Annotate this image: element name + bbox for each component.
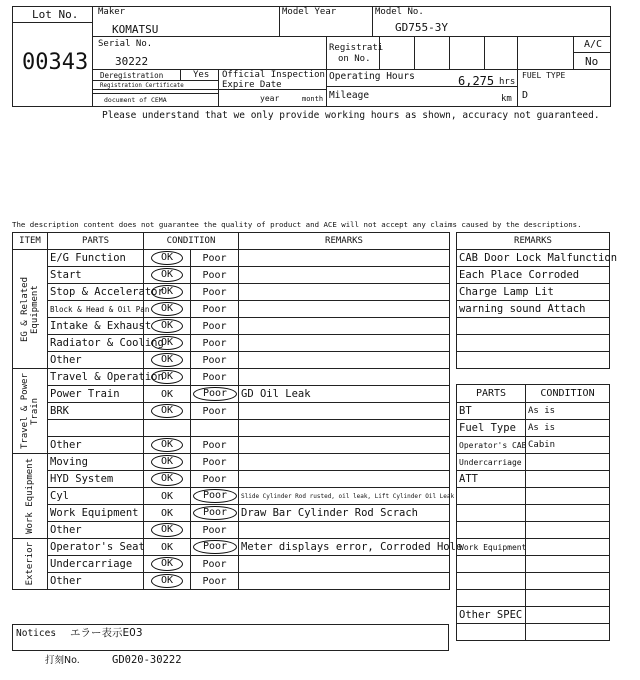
hours-note: Please understand that we only provide working hours as shown, accuracy not guaranteed. [102,110,600,121]
deregistration-divider [218,69,219,107]
condition-ok: OK [151,370,183,384]
dereg-underline-1 [92,80,219,81]
condition-poor-cell[interactable] [191,284,239,301]
remark [239,522,450,539]
fuel-type-label: FUEL TYPE [522,71,566,80]
condition-ok: OK [151,319,183,333]
ac-divider [573,36,574,70]
col-condition-header: CONDITION [144,233,239,250]
table-row [13,386,450,403]
item-group-label [13,250,48,369]
condition-poor: Poor [202,440,227,451]
parts-row-condition [526,471,610,488]
remarks-line-text: warning sound Attach [457,301,610,318]
item-group-label [13,369,48,454]
condition-poor-cell[interactable] [191,318,239,335]
condition-ok-cell[interactable] [144,573,191,590]
table-row [13,335,450,352]
table-row [13,573,450,590]
reg-cell-div-4 [484,36,485,70]
item-group-text: Travel & Power Train [20,373,40,449]
disclaimer: The description content does not guarantee the quality of product and ACE will not accept any claims caused by the descriptions. [12,220,582,229]
model-no-label: Model No. [375,7,424,17]
table-row [13,454,450,471]
condition-ok-cell[interactable] [144,284,191,301]
condition-poor-cell[interactable] [191,301,239,318]
table-row [13,488,450,505]
part-name: Other [48,437,144,454]
remark [239,437,450,454]
remarks-line [457,267,610,284]
condition-poor: Poor [202,253,227,264]
remarks-line [457,335,610,352]
condition-ok: OK [151,251,183,265]
condition-ok: OK [151,285,183,299]
registration-divider [326,36,327,107]
table-row [13,505,450,522]
condition-poor: Poor [202,559,227,570]
remark [239,573,450,590]
model-no-value: GD755-3Y [395,21,448,34]
model-year-divider [279,6,280,37]
serial-no-label: Serial No. [98,39,153,49]
parts-box-col-condition: CONDITION [526,385,610,403]
part-name: Moving [48,454,144,471]
parts-row-part [457,522,526,539]
condition-ok-cell[interactable] [144,437,191,454]
condition-poor: Poor [202,474,227,485]
remarks-line [457,318,610,335]
condition-poor: Poor [202,525,227,536]
col-item-header: ITEM [13,233,48,250]
part-name: Work Equipment [48,505,144,522]
deregistration-label: Deregistration [100,71,164,80]
remark [239,352,450,369]
dereg-underline-2 [92,93,219,94]
fuel-type-divider [517,69,518,107]
remarks-box-title: REMARKS [457,233,610,250]
table-row [13,301,450,318]
remark [239,403,450,420]
part-name: Block & Head & Oil Pan [48,301,144,318]
part-name: Start [48,267,144,284]
part-name [48,420,144,437]
remark: Slide Cylinder Rod rusted, oil leak, Lift Cylinder Oil Leak [239,488,450,505]
parts-row [457,624,610,641]
condition-poor: Poor [193,506,237,520]
item-group-text: Exterior [25,542,35,586]
condition-poor-cell[interactable] [191,420,239,437]
inspection-table [12,232,463,590]
condition-poor-cell[interactable] [191,335,239,352]
parts-row-part [457,590,526,607]
condition-ok: OK [151,557,183,571]
km-unit: km [501,94,512,104]
condition-ok: OK [151,302,183,316]
registration-certificate-label: Registration Certificate [100,83,184,89]
part-name: Other [48,522,144,539]
hrs-unit: hrs [499,77,516,87]
remarks-line-text [457,335,610,352]
remark [239,471,450,488]
condition-poor: Poor [202,321,227,332]
remark: Draw Bar Cylinder Rod Scrach [239,505,450,522]
condition-ok-cell[interactable] [144,267,191,284]
remarks-line [457,284,610,301]
parts-row [457,556,610,573]
condition-ok-cell[interactable] [144,522,191,539]
parts-row-condition [526,573,610,590]
parts-row-condition [526,488,610,505]
remark [239,420,450,437]
notices-value: エラー表示E03 [70,627,143,639]
condition-poor-cell[interactable] [191,505,239,522]
parts-row-part: Work Equipment [457,539,526,556]
parts-row [457,522,610,539]
condition-ok-cell[interactable] [144,301,191,318]
part-name: Power Train [48,386,144,403]
item-group-label [13,454,48,539]
table-row [13,369,450,386]
parts-row [457,505,610,522]
item-group-text: EG & Related Equipment [20,276,40,342]
part-name: BRK [48,403,144,420]
remark [239,267,450,284]
table-row [13,539,450,556]
remark [239,454,450,471]
condition-poor: Poor [202,304,227,315]
registration-no-label-1: Registrati [329,43,384,53]
table-row [13,420,450,437]
condition-ok: OK [151,455,183,469]
model-year-label: Model Year [282,7,337,17]
condition-poor-cell[interactable] [191,488,239,505]
parts-row [457,488,610,505]
operating-hours-value: 6,275 [458,74,495,88]
col-remarks-header: REMARKS [239,233,450,250]
table-row [13,250,450,267]
table-row [13,437,450,454]
parts-row-part: Undercarriage [457,454,526,471]
item-group-text: Work Equipment [25,458,35,534]
part-name: Other [48,352,144,369]
remark [239,284,450,301]
serial-no-value: 30222 [115,55,149,68]
table-row [13,556,450,573]
mileage-label: Mileage [329,90,370,101]
condition-poor-cell[interactable] [191,403,239,420]
condition-poor-cell[interactable] [191,471,239,488]
condition-poor: Poor [202,576,227,587]
condition-poor: Poor [202,270,227,281]
operating-hours-label: Operating Hours [329,71,415,82]
remarks-line-text [457,318,610,335]
condition-poor-cell[interactable] [191,250,239,267]
condition-ok-cell[interactable] [144,335,191,352]
condition-ok-cell[interactable] [144,352,191,369]
part-name: Operator's Seat [48,539,144,556]
notices-label: Notices [16,628,57,639]
condition-poor: Poor [202,457,227,468]
condition-poor-cell[interactable] [191,437,239,454]
part-name: HYD System [48,471,144,488]
remarks-box [456,232,618,369]
remark [239,250,450,267]
condition-ok-cell[interactable] [144,454,191,471]
condition-ok-cell[interactable] [144,539,191,556]
table-row [13,522,450,539]
part-name: Travel & Operation [48,369,144,386]
parts-row-condition [526,505,610,522]
reg-cell-div-3 [449,36,450,70]
table-row [13,284,450,301]
table-row [13,471,450,488]
remark: GD Oil Leak [239,386,450,403]
yes-divider [180,69,181,80]
parts-row [457,539,610,556]
remarks-line [457,250,610,267]
parts-row-condition [526,522,610,539]
part-name: Cyl [48,488,144,505]
remark [239,335,450,352]
remark [239,301,450,318]
parts-row-condition [526,556,610,573]
maker-value: KOMATSU [112,23,159,36]
parts-row-condition: As is [526,403,610,420]
condition-ok: OK [160,491,174,502]
condition-poor-cell[interactable] [191,522,239,539]
part-name: Undercarriage [48,556,144,573]
condition-poor-cell[interactable] [191,454,239,471]
condition-ok: OK [151,404,183,418]
parts-row-condition: Cabin [526,437,610,454]
condition-poor: Poor [202,338,227,349]
condition-poor: Poor [202,287,227,298]
registration-no-label-2: on No. [338,54,371,64]
condition-ok-cell[interactable] [144,369,191,386]
condition-poor-cell[interactable] [191,539,239,556]
reg-cell-div-1 [379,36,380,70]
ac-label: A/C [584,39,603,50]
ac-value: No [585,55,599,68]
remarks-line-text [457,352,610,369]
stamp-value: GD020-30222 [112,654,182,666]
condition-poor-cell[interactable] [191,369,239,386]
part-name: Other [48,573,144,590]
maker-label: Maker [98,7,126,17]
year-label: year [260,94,280,103]
model-no-divider [372,6,373,37]
condition-ok: OK [151,472,183,486]
lot-no-value: 00343 [22,50,89,75]
condition-poor: Poor [202,355,227,366]
parts-row [457,607,610,624]
month-label: month [302,95,324,103]
part-name: Radiator & Cooling [48,335,144,352]
condition-ok: OK [160,542,174,553]
remark [239,556,450,573]
col-parts-header: PARTS [48,233,144,250]
condition-ok: OK [151,336,183,350]
parts-row-part: Fuel Type [457,420,526,437]
parts-row-part [457,556,526,573]
parts-row-condition [526,454,610,471]
condition-ok: OK [151,268,183,282]
parts-condition-box [456,384,610,641]
condition-poor-cell[interactable] [191,573,239,590]
parts-row-condition [526,539,610,556]
header-row-line-2 [92,69,611,70]
header-row-line-1 [92,36,611,37]
remarks-line [457,301,610,318]
condition-poor: Poor [193,387,237,401]
condition-poor: Poor [202,406,227,417]
condition-ok-cell[interactable] [144,250,191,267]
condition-ok: OK [151,523,183,537]
condition-ok: OK [151,574,183,588]
condition-poor: Poor [193,540,237,554]
lot-label-underline [12,22,93,23]
condition-ok: OK [151,438,183,452]
condition-poor-cell[interactable] [191,556,239,573]
parts-row [457,437,610,454]
condition-ok-cell[interactable] [144,386,191,403]
parts-row [457,420,610,437]
parts-box-col-parts: PARTS [457,385,526,403]
condition-ok-cell[interactable] [144,556,191,573]
condition-poor: Poor [202,372,227,383]
stamp-label: 打刻No. [45,655,80,666]
ac-row-divider [573,52,611,53]
parts-row-part [457,505,526,522]
parts-row-part: BT [457,403,526,420]
part-name: Stop & Accelerator [48,284,144,301]
lot-no-label: Lot No. [32,8,79,21]
reg-cell-div-2 [414,36,415,70]
parts-row-part [457,624,526,641]
inspection-label-2: Expire Date [222,80,282,90]
parts-row-condition [526,590,610,607]
condition-ok-cell[interactable] [144,471,191,488]
parts-row-part [457,573,526,590]
parts-row-condition [526,624,610,641]
remarks-line-text: Each Place Corroded [457,267,610,284]
item-group-label [13,539,48,590]
condition-ok-cell[interactable] [144,420,191,437]
remarks-line-text: Charge Lamp Lit [457,284,610,301]
condition-ok: OK [160,508,174,519]
part-name: Intake & Exhaust [48,318,144,335]
parts-row-condition [526,607,610,624]
table-row [13,403,450,420]
table-row [13,267,450,284]
document-cema-label: document of CEMA [104,96,167,104]
table-row [13,318,450,335]
condition-ok-cell[interactable] [144,488,191,505]
fuel-type-value: D [522,90,529,101]
condition-poor: Poor [193,489,237,503]
condition-poor-cell[interactable] [191,352,239,369]
parts-row-part: Other SPEC [457,607,526,624]
condition-ok-cell[interactable] [144,318,191,335]
parts-row [457,590,610,607]
remarks-line [457,352,610,369]
condition-ok: OK [151,353,183,367]
inspection-label-1: Official Inspection [222,70,325,80]
condition-poor-cell[interactable] [191,267,239,284]
parts-row [457,573,610,590]
parts-row [457,454,610,471]
parts-row-part: Operator's CAB [457,437,526,454]
deregistration-value: Yes [193,70,210,80]
table-row [13,352,450,369]
remark [239,318,450,335]
parts-row-part [457,488,526,505]
parts-row-condition: As is [526,420,610,437]
reg-cell-div-5 [517,36,518,70]
parts-row-part: ATT [457,471,526,488]
remarks-line-text: CAB Door Lock Malfunction [457,250,610,267]
parts-row [457,403,610,420]
parts-row [457,471,610,488]
part-name: E/G Function [48,250,144,267]
remark [239,369,450,386]
condition-ok: OK [160,389,174,400]
remark: Meter displays error, Corroded Hole [239,539,450,556]
condition-poor-cell[interactable] [191,386,239,403]
condition-ok-cell[interactable] [144,505,191,522]
condition-ok-cell[interactable] [144,403,191,420]
